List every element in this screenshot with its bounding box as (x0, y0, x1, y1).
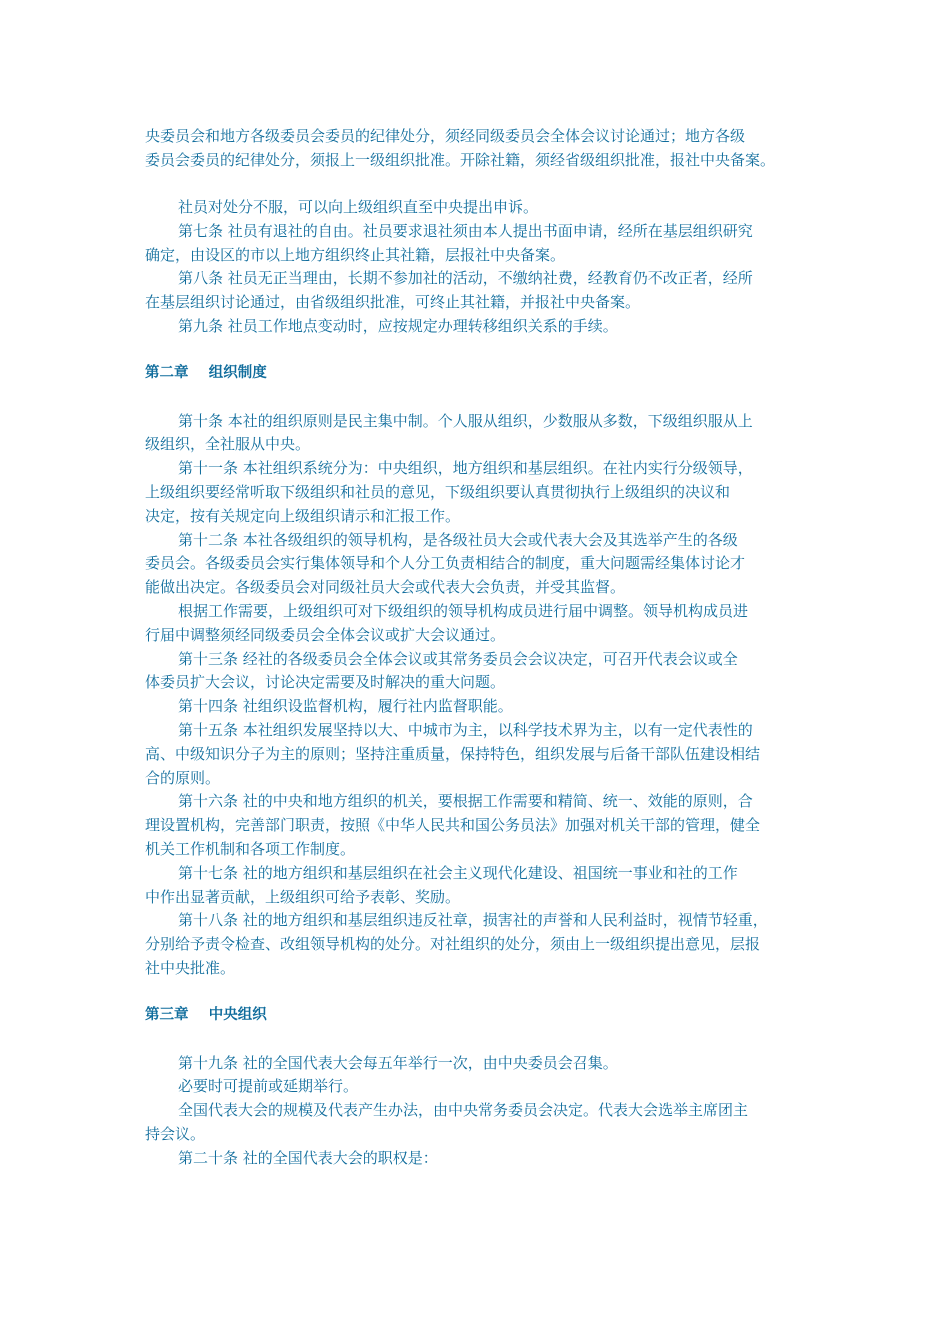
text-line: 根据工作需要，上级组织可对下级组织的领导机构成员进行届中调整。领导机构成员进 (178, 602, 749, 621)
text-line: 机关工作机制和各项工作制度。 (145, 840, 356, 859)
text-line: 高、中级知识分子为主的原则；坚持注重质量，保持特色，组织发展与后备干部队伍建设相结 (145, 744, 761, 763)
text-line: 上级组织要经常听取下级组织和社员的意见，下级组织要认真贯彻执行上级组织的决议和 (145, 483, 731, 502)
paragraph-gap (145, 1028, 825, 1052)
text-line: 全国代表大会的规模及代表产生办法，由中央常务委员会决定。代表大会选举主席团主 (178, 1101, 749, 1120)
text-line: 体委员扩大会议，讨论决定需要及时解决的重大问题。 (145, 673, 506, 692)
text-line: 社中央批准。 (145, 959, 236, 977)
text-line: 行届中调整须经同级委员会全体会议或扩大会议通过。 (145, 625, 506, 644)
text-line: 理设置机构，完善部门职责，按照《中华人民共和国公务员法》加强对机关干部的管理，健全 (145, 816, 761, 835)
text-line: 央委员会和地方各级委员会委员的纪律处分，须经同级委员会全体会议讨论通过；地方各级 (145, 127, 746, 145)
text-line: 第十三条 经社的各级委员会全体会议或其常务委员会会议决定，可召开代表会议或全 (178, 649, 738, 668)
text-line: 第二十条 社的全国代表大会的职权是： (178, 1148, 438, 1167)
text-line: 级组织，全社服从中央。 (145, 435, 311, 454)
document-body (145, 125, 825, 1171)
text-line: 第八条 社员无正当理由，长期不参加社的活动，不缴纳社费，经教育仍不改正者，经所 (178, 269, 753, 288)
text-line: 在基层组织讨论通过，由省级组织批准，可终止其社籍，并报社中央备案。 (145, 293, 641, 312)
chapter-heading: 第二章 组织制度 (145, 365, 267, 382)
text-line: 第七条 社员有退社的自由。社员要求退社须由本人提出书面申请，经所在基层组织研究 (178, 221, 753, 240)
text-line: 分别给予责令检查、改组领导机构的处分。对社组织的处分，须由上一级组织提出意见，层报 (145, 935, 761, 954)
text-line: 决定，按有关规定向上级组织请示和汇报工作。 (145, 506, 461, 525)
text-line: 第十七条 社的地方组织和基层组织在社会主义现代化建设、祖国统一事业和社的工作 (178, 863, 738, 882)
paragraph-gap (145, 386, 825, 410)
paragraph-gap (145, 339, 825, 363)
text-line: 第十五条 本社组织发展坚持以大、中城市为主，以科学技术界为主，以有一定代表性的 (178, 721, 753, 740)
text-line: 中作出显著贡献，上级组织可给予表彰、奖励。 (145, 887, 461, 906)
paragraph-gap (145, 173, 825, 197)
text-line: 委员会。各级委员会实行集体领导和个人分工负责相结合的制度，重大问题需经集体讨论才 (145, 554, 746, 573)
text-line: 第十四条 社组织设监督机构，履行社内监督职能。 (178, 697, 513, 716)
text-line: 第九条 社员工作地点变动时，应按规定办理转移组织关系的手续。 (178, 317, 618, 336)
text-line: 第十一条 本社组织系统分为：中央组织，地方组织和基层组织。在社内实行分级领导， (178, 459, 753, 478)
text-line: 委员会委员的纪律处分，须报上一级组织批准。开除社籍，须经省级组织批准，报社中央备案。 (145, 150, 776, 169)
text-line: 第十六条 社的中央和地方组织的机关，要根据工作需要和精简、统一、效能的原则，合 (178, 792, 753, 811)
text-line: 持会议。 (145, 1124, 206, 1143)
text-line: 第十二条 本社各级组织的领导机构，是各级社员大会或代表大会及其选举产生的各级 (178, 530, 738, 549)
text-line: 社员对处分不服，可以向上级组织直至中央提出申诉。 (178, 198, 539, 217)
text-line: 第十九条 社的全国代表大会每五年举行一次，由中央委员会召集。 (178, 1053, 618, 1072)
paragraph-gap (145, 981, 825, 1005)
text-line: 合的原则。 (145, 768, 221, 787)
text-line: 能做出决定。各级委员会对同级社员大会或代表大会负责，并受其监督。 (145, 578, 626, 597)
text-line: 第十八条 社的地方组织和基层组织违反社章，损害社的声誉和人民利益时，视情节轻重， (178, 911, 768, 930)
text-line: 必要时可提前或延期举行。 (178, 1077, 359, 1096)
text-line: 第十条 本社的组织原则是民主集中制。个人服从组织，少数服从多数，下级组织服从上 (178, 411, 753, 430)
chapter-heading: 第三章 中央组织 (145, 1007, 267, 1024)
text-line: 确定，由设区的市以上地方组织终止其社籍，层报社中央备案。 (145, 245, 566, 264)
